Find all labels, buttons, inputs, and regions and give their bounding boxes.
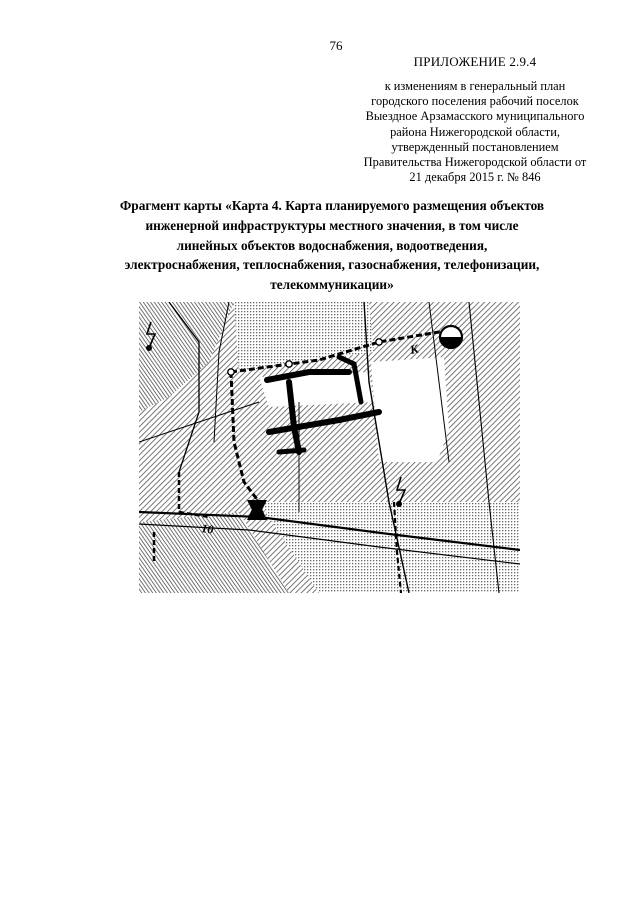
sewage-station-icon <box>440 326 462 348</box>
heading-line: инженерной инфраструктуры местного значения, в том числе <box>145 217 519 233</box>
map-terrain <box>139 302 520 593</box>
appendix-line: Правительства Нижегородской области от <box>363 155 587 170</box>
appendix-line: Выездное Арзамасского муниципального <box>365 109 585 124</box>
heading-line: электроснабжения, теплоснабжения, газоснабжения, телефонизации, <box>124 257 540 273</box>
appendix-line: утвержденный постановлением <box>391 139 559 154</box>
road-number-label: 10 <box>200 521 215 537</box>
sewer-label: К <box>408 341 420 357</box>
appendix-title: ПРИЛОЖЕНИЕ 2.9.4 <box>413 54 537 69</box>
map-fragment <box>139 302 520 593</box>
appendix-line: района Нижегородской области, <box>390 124 560 139</box>
appendix-body <box>330 79 620 185</box>
heading-line: Фрагмент карты «Карта 4. Карта планируемого размещения объектов <box>119 198 545 213</box>
appendix-line: 21 декабря 2015 г. № 846 <box>409 170 541 185</box>
appendix-line: к изменениям в генеральный план <box>384 79 566 93</box>
heading-line: телекоммуникации» <box>270 277 394 293</box>
document-heading <box>82 196 582 295</box>
heading-line: линейных объектов водоснабжения, водоотведения, <box>176 237 488 253</box>
appendix-line: городского поселения рабочий поселок <box>371 94 579 109</box>
page-number: 76 <box>329 38 343 53</box>
